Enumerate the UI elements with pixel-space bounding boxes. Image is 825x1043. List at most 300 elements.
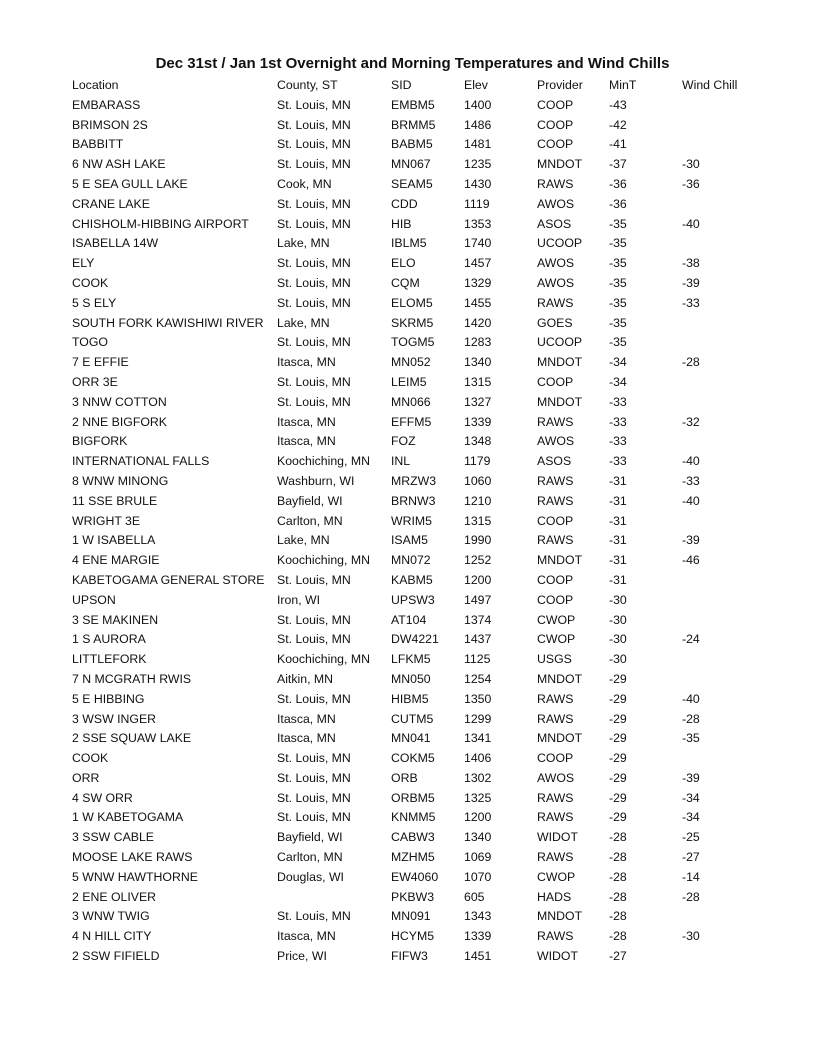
sid-cell: LFKM5 <box>391 652 431 667</box>
elev-cell: 1420 <box>464 315 492 330</box>
provider-cell: AWOS <box>537 434 575 449</box>
county-cell <box>277 888 391 908</box>
wind-chill-cell: -39 <box>682 770 700 785</box>
elev-cell: 1340 <box>464 355 492 370</box>
provider-cell: USGS <box>537 652 572 667</box>
column-header-county: County, ST <box>277 78 338 92</box>
provider-cell: ASOS <box>537 216 572 231</box>
wind-chill-cell: -39 <box>682 533 700 548</box>
mint-cell: -30 <box>609 612 627 627</box>
mint-cell: -31 <box>609 473 627 488</box>
sid-cell: BABM5 <box>391 137 433 152</box>
elev-cell: 1325 <box>464 790 492 805</box>
provider-cell: CWOP <box>537 869 576 884</box>
elev-cell: 1315 <box>464 513 492 528</box>
elev-cell: 1437 <box>464 632 492 647</box>
table-row <box>72 670 762 690</box>
county-cell: St. Louis, MN <box>277 612 351 627</box>
mint-cell: -35 <box>609 216 627 231</box>
wind-chill-cell <box>682 373 762 393</box>
elev-cell: 1348 <box>464 434 492 449</box>
table-row <box>72 452 762 472</box>
wind-chill-cell: -28 <box>682 889 700 904</box>
sid-cell: MN066 <box>391 394 431 409</box>
provider-cell: COOP <box>537 97 574 112</box>
sid-cell: CDD <box>391 196 418 211</box>
location-cell: CRANE LAKE <box>72 196 150 211</box>
county-cell: Koochiching, MN <box>277 454 370 469</box>
wind-chill-cell: -25 <box>682 830 700 845</box>
sid-cell: HIB <box>391 216 412 231</box>
elev-cell: 1283 <box>464 335 492 350</box>
provider-cell: RAWS <box>537 493 574 508</box>
provider-cell: MNDOT <box>537 671 583 686</box>
county-cell: St. Louis, MN <box>277 572 351 587</box>
provider-cell: WIDOT <box>537 949 578 964</box>
elev-cell: 1200 <box>464 572 492 587</box>
provider-cell: RAWS <box>537 810 574 825</box>
table-row <box>72 472 762 492</box>
provider-cell: ASOS <box>537 454 572 469</box>
provider-cell: RAWS <box>537 414 574 429</box>
wind-chill-cell <box>682 333 762 353</box>
mint-cell: -35 <box>609 275 627 290</box>
provider-cell: AWOS <box>537 196 575 211</box>
table-row <box>72 868 762 888</box>
column-header-elev: Elev <box>464 78 488 92</box>
mint-cell: -28 <box>609 869 627 884</box>
location-cell: 8 WNW MINONG <box>72 473 169 488</box>
sid-cell: CABW3 <box>391 830 435 845</box>
wind-chill-cell: -35 <box>682 731 700 746</box>
table-row <box>72 729 762 749</box>
mint-cell: -35 <box>609 295 627 310</box>
mint-cell: -33 <box>609 454 627 469</box>
wind-chill-cell: -38 <box>682 256 700 271</box>
provider-cell: COOP <box>537 374 574 389</box>
sid-cell: KABM5 <box>391 572 433 587</box>
elev-cell: 1252 <box>464 553 492 568</box>
wind-chill-cell: -40 <box>682 493 700 508</box>
provider-cell: HADS <box>537 889 572 904</box>
elev-cell: 1486 <box>464 117 492 132</box>
wind-chill-cell: -32 <box>682 414 700 429</box>
provider-cell: COOP <box>537 513 574 528</box>
table-row <box>72 531 762 551</box>
wind-chill-cell <box>682 393 762 413</box>
sid-cell: ELO <box>391 256 416 271</box>
county-cell: St. Louis, MN <box>277 751 351 766</box>
table-row <box>72 254 762 274</box>
table-row <box>72 551 762 571</box>
provider-cell: AWOS <box>537 275 575 290</box>
wind-chill-cell <box>682 314 762 334</box>
mint-cell: -30 <box>609 652 627 667</box>
location-cell: 5 E HIBBING <box>72 691 145 706</box>
wind-chill-cell <box>682 591 762 611</box>
wind-chill-cell: -40 <box>682 454 700 469</box>
location-cell: KABETOGAMA GENERAL STORE <box>72 572 265 587</box>
elev-cell: 1070 <box>464 869 492 884</box>
sid-cell: SKRM5 <box>391 315 434 330</box>
sid-cell: MN050 <box>391 671 431 686</box>
mint-cell: -30 <box>609 592 627 607</box>
sid-cell: INL <box>391 454 411 469</box>
county-cell: St. Louis, MN <box>277 157 351 172</box>
location-cell: COOK <box>72 751 109 766</box>
wind-chill-cell: -36 <box>682 176 700 191</box>
mint-cell: -35 <box>609 315 627 330</box>
wind-chill-cell <box>682 116 762 136</box>
sid-cell: CQM <box>391 275 420 290</box>
wind-chill-cell <box>682 234 762 254</box>
sid-cell: ELOM5 <box>391 295 433 310</box>
sid-cell: ORBM5 <box>391 790 435 805</box>
county-cell: St. Louis, MN <box>277 295 351 310</box>
provider-cell: MNDOT <box>537 157 583 172</box>
wind-chill-cell: -40 <box>682 691 700 706</box>
county-cell: Douglas, WI <box>277 869 344 884</box>
elev-cell: 1302 <box>464 770 492 785</box>
sid-cell: MZHM5 <box>391 850 435 865</box>
location-cell: 3 NNW COTTON <box>72 394 167 409</box>
county-cell: St. Louis, MN <box>277 394 351 409</box>
county-cell: Itasca, MN <box>277 414 336 429</box>
location-cell: COOK <box>72 275 109 290</box>
table-row <box>72 314 762 334</box>
elev-cell: 1339 <box>464 414 492 429</box>
elev-cell: 1200 <box>464 810 492 825</box>
provider-cell: COOP <box>537 137 574 152</box>
sid-cell: LEIM5 <box>391 374 427 389</box>
table-row <box>72 116 762 136</box>
provider-cell: RAWS <box>537 691 574 706</box>
location-cell: 1 W ISABELLA <box>72 533 156 548</box>
sid-cell: COKM5 <box>391 751 435 766</box>
temperature-table <box>72 76 762 967</box>
sid-cell: EW4060 <box>391 869 439 884</box>
wind-chill-cell: -33 <box>682 473 700 488</box>
county-cell: Itasca, MN <box>277 731 336 746</box>
location-cell: 3 SSW CABLE <box>72 830 155 845</box>
location-cell: MOOSE LAKE RAWS <box>72 850 193 865</box>
provider-cell: RAWS <box>537 533 574 548</box>
elev-cell: 1341 <box>464 731 492 746</box>
county-cell: Lake, MN <box>277 236 330 251</box>
county-cell: St. Louis, MN <box>277 97 351 112</box>
county-cell: St. Louis, MN <box>277 909 351 924</box>
elev-cell: 1350 <box>464 691 492 706</box>
mint-cell: -36 <box>609 196 627 211</box>
wind-chill-cell <box>682 512 762 532</box>
sid-cell: EMBM5 <box>391 97 435 112</box>
sid-cell: MRZW3 <box>391 473 437 488</box>
table-row <box>72 650 762 670</box>
provider-cell: RAWS <box>537 295 574 310</box>
location-cell: 2 SSW FIFIELD <box>72 949 160 964</box>
table-row <box>72 492 762 512</box>
table-row <box>72 749 762 769</box>
elev-cell: 1497 <box>464 592 492 607</box>
elev-cell: 1179 <box>464 454 491 469</box>
wind-chill-cell: -27 <box>682 850 700 865</box>
wind-chill-cell: -30 <box>682 929 700 944</box>
mint-cell: -29 <box>609 671 627 686</box>
page-title: Dec 31st / Jan 1st Overnight and Morning Temperatures and Wind Chills <box>155 55 670 72</box>
provider-cell: UCOOP <box>537 335 583 350</box>
elev-cell: 1339 <box>464 929 492 944</box>
elev-cell: 1430 <box>464 176 492 191</box>
elev-cell: 1329 <box>464 275 492 290</box>
mint-cell: -29 <box>609 770 627 785</box>
provider-cell: RAWS <box>537 711 574 726</box>
location-cell: 4 SW ORR <box>72 790 133 805</box>
sid-cell: MN072 <box>391 553 431 568</box>
table-row <box>72 888 762 908</box>
wind-chill-cell: -33 <box>682 295 700 310</box>
table-row <box>72 333 762 353</box>
sid-cell: MN067 <box>391 157 431 172</box>
wind-chill-cell: -46 <box>682 553 700 568</box>
elev-cell: 1406 <box>464 751 492 766</box>
elev-cell: 1315 <box>464 374 492 389</box>
mint-cell: -35 <box>609 256 627 271</box>
provider-cell: CWOP <box>537 612 576 627</box>
provider-cell: RAWS <box>537 929 574 944</box>
wind-chill-cell: -39 <box>682 275 700 290</box>
table-row <box>72 373 762 393</box>
location-cell: 6 NW ASH LAKE <box>72 157 166 172</box>
county-cell: St. Louis, MN <box>277 335 351 350</box>
mint-cell: -28 <box>609 830 627 845</box>
county-cell: Koochiching, MN <box>277 553 370 568</box>
table-row <box>72 690 762 710</box>
location-cell: UPSON <box>72 592 116 607</box>
provider-cell: CWOP <box>537 632 576 647</box>
sid-cell: EFFM5 <box>391 414 432 429</box>
mint-cell: -28 <box>609 889 627 904</box>
mint-cell: -29 <box>609 691 627 706</box>
county-cell: Iron, WI <box>277 592 321 607</box>
mint-cell: -34 <box>609 355 627 370</box>
county-cell: Price, WI <box>277 949 327 964</box>
elev-cell: 1343 <box>464 909 492 924</box>
elev-cell: 1299 <box>464 711 492 726</box>
table-row <box>72 274 762 294</box>
table-row <box>72 769 762 789</box>
sid-cell: BRNW3 <box>391 493 436 508</box>
sid-cell: CUTM5 <box>391 711 434 726</box>
wind-chill-cell <box>682 749 762 769</box>
location-cell: 2 ENE OLIVER <box>72 889 157 904</box>
county-cell: St. Louis, MN <box>277 117 351 132</box>
county-cell: St. Louis, MN <box>277 216 351 231</box>
wind-chill-cell <box>682 135 762 155</box>
mint-cell: -31 <box>609 553 627 568</box>
elev-cell: 1119 <box>464 196 490 211</box>
county-cell: Itasca, MN <box>277 711 336 726</box>
table-row <box>72 571 762 591</box>
county-cell: St. Louis, MN <box>277 810 351 825</box>
county-cell: Itasca, MN <box>277 434 336 449</box>
wind-chill-cell <box>682 195 762 215</box>
county-cell: St. Louis, MN <box>277 691 351 706</box>
mint-cell: -30 <box>609 632 627 647</box>
wind-chill-cell: -14 <box>682 869 700 884</box>
wind-chill-cell <box>682 650 762 670</box>
location-cell: 3 WNW TWIG <box>72 909 150 924</box>
provider-cell: COOP <box>537 751 574 766</box>
mint-cell: -31 <box>609 572 627 587</box>
location-cell: LITTLEFORK <box>72 652 147 667</box>
location-cell: 1 S AURORA <box>72 632 146 647</box>
county-cell: St. Louis, MN <box>277 790 351 805</box>
elev-cell: 1235 <box>464 157 492 172</box>
elev-cell: 1400 <box>464 97 492 112</box>
table-row <box>72 215 762 235</box>
elev-cell: 1740 <box>464 236 492 251</box>
elev-cell: 1374 <box>464 612 492 627</box>
mint-cell: -31 <box>609 513 627 528</box>
location-cell: 1 W KABETOGAMA <box>72 810 184 825</box>
county-cell: Carlton, MN <box>277 513 343 528</box>
table-row <box>72 353 762 373</box>
location-cell: ELY <box>72 256 95 271</box>
location-cell: 7 E EFFIE <box>72 355 129 370</box>
column-header-provider: Provider <box>537 78 583 92</box>
county-cell: Bayfield, WI <box>277 493 343 508</box>
mint-cell: -33 <box>609 394 627 409</box>
county-cell: Koochiching, MN <box>277 652 370 667</box>
elev-cell: 1254 <box>464 671 492 686</box>
elev-cell: 1327 <box>464 394 492 409</box>
provider-cell: MNDOT <box>537 355 583 370</box>
county-cell: St. Louis, MN <box>277 275 351 290</box>
county-cell: St. Louis, MN <box>277 770 351 785</box>
table-body <box>72 96 762 967</box>
mint-cell: -35 <box>609 335 627 350</box>
wind-chill-cell: -34 <box>682 790 700 805</box>
mint-cell: -37 <box>609 157 627 172</box>
sid-cell: HIBM5 <box>391 691 429 706</box>
mint-cell: -43 <box>609 97 627 112</box>
wind-chill-cell <box>682 432 762 452</box>
county-cell: Lake, MN <box>277 315 330 330</box>
mint-cell: -31 <box>609 493 627 508</box>
county-cell: Cook, MN <box>277 176 332 191</box>
wind-chill-cell <box>682 947 762 967</box>
location-cell: ORR 3E <box>72 374 118 389</box>
provider-cell: COOP <box>537 572 574 587</box>
elev-cell: 1455 <box>464 295 492 310</box>
sid-cell: ISAM5 <box>391 533 428 548</box>
table-row <box>72 710 762 730</box>
wind-chill-cell <box>682 907 762 927</box>
mint-cell: -36 <box>609 176 627 191</box>
sid-cell: AT104 <box>391 612 427 627</box>
county-cell: St. Louis, MN <box>277 137 351 152</box>
provider-cell: AWOS <box>537 770 575 785</box>
location-cell: BABBITT <box>72 137 124 152</box>
wind-chill-cell: -34 <box>682 810 700 825</box>
wind-chill-cell <box>682 611 762 631</box>
mint-cell: -35 <box>609 236 627 251</box>
provider-cell: RAWS <box>537 790 574 805</box>
mint-cell: -29 <box>609 790 627 805</box>
provider-cell: AWOS <box>537 256 575 271</box>
county-cell: Lake, MN <box>277 533 330 548</box>
sid-cell: UPSW3 <box>391 592 435 607</box>
mint-cell: -29 <box>609 731 627 746</box>
table-row <box>72 828 762 848</box>
mint-cell: -28 <box>609 929 627 944</box>
mint-cell: -28 <box>609 909 627 924</box>
elev-cell: 605 <box>464 889 485 904</box>
location-cell: ORR <box>72 770 100 785</box>
table-row <box>72 294 762 314</box>
provider-cell: MNDOT <box>537 394 583 409</box>
sid-cell: MN041 <box>391 731 431 746</box>
table-row <box>72 848 762 868</box>
provider-cell: RAWS <box>537 850 574 865</box>
table-row <box>72 135 762 155</box>
table-row <box>72 195 762 215</box>
wind-chill-cell <box>682 670 762 690</box>
mint-cell: -33 <box>609 414 627 429</box>
sid-cell: KNMM5 <box>391 810 436 825</box>
sid-cell: PKBW3 <box>391 889 435 904</box>
location-cell: 2 SSE SQUAW LAKE <box>72 731 192 746</box>
provider-cell: MNDOT <box>537 731 583 746</box>
mint-cell: -33 <box>609 434 627 449</box>
mint-cell: -27 <box>609 949 627 964</box>
location-cell: WRIGHT 3E <box>72 513 141 528</box>
location-cell: EMBARASS <box>72 97 141 112</box>
provider-cell: MNDOT <box>537 553 583 568</box>
location-cell: TOGO <box>72 335 108 350</box>
county-cell: Aitkin, MN <box>277 671 334 686</box>
table-header-row <box>72 76 762 96</box>
location-cell: 5 E SEA GULL LAKE <box>72 176 188 191</box>
table-row <box>72 907 762 927</box>
table-row <box>72 234 762 254</box>
sid-cell: MN052 <box>391 355 431 370</box>
elev-cell: 1990 <box>464 533 492 548</box>
location-cell: 7 N MCGRATH RWIS <box>72 671 192 686</box>
mint-cell: -29 <box>609 711 627 726</box>
location-cell: 11 SSE BRULE <box>72 493 158 508</box>
mint-cell: -31 <box>609 533 627 548</box>
sid-cell: MN091 <box>391 909 431 924</box>
sid-cell: ORB <box>391 770 418 785</box>
location-cell: INTERNATIONAL FALLS <box>72 454 210 469</box>
location-cell: ISABELLA 14W <box>72 236 159 251</box>
county-cell: Bayfield, WI <box>277 830 343 845</box>
provider-cell: UCOOP <box>537 236 583 251</box>
location-cell: 5 WNW HAWTHORNE <box>72 869 198 884</box>
table-row <box>72 432 762 452</box>
provider-cell: MNDOT <box>537 909 583 924</box>
county-cell: St. Louis, MN <box>277 374 351 389</box>
location-cell: 5 S ELY <box>72 295 117 310</box>
sid-cell: IBLM5 <box>391 236 427 251</box>
mint-cell: -28 <box>609 850 627 865</box>
provider-cell: WIDOT <box>537 830 578 845</box>
elev-cell: 1210 <box>464 493 492 508</box>
location-cell: 2 NNE BIGFORK <box>72 414 167 429</box>
location-cell: BIGFORK <box>72 434 128 449</box>
table-row <box>72 512 762 532</box>
